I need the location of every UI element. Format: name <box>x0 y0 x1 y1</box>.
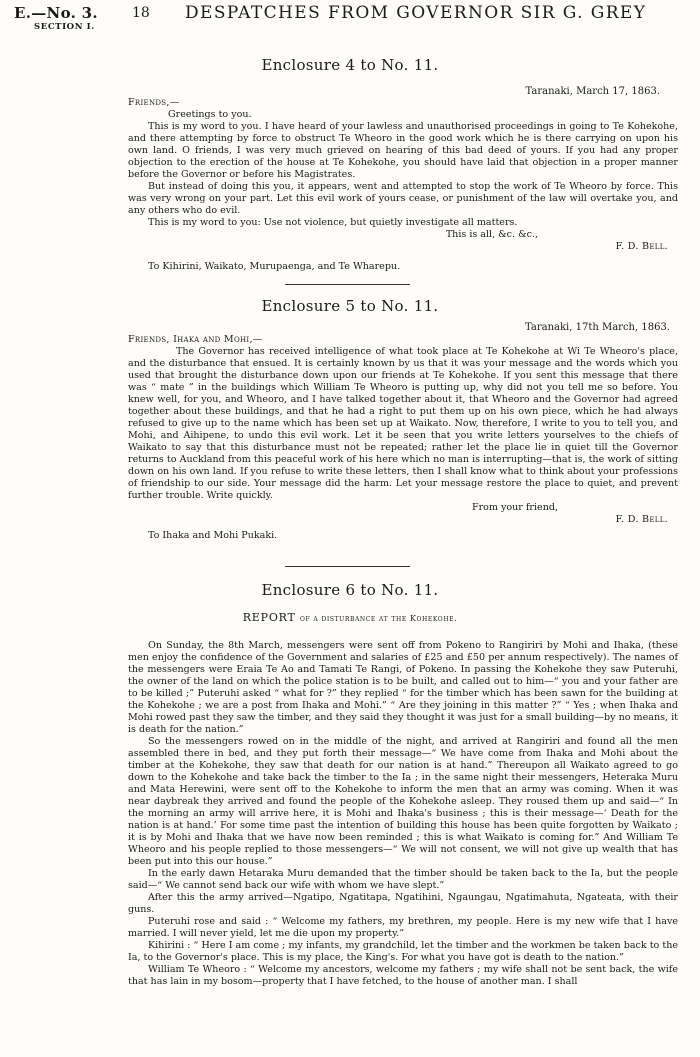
enclosure-4-salutation: Friends,— <box>128 97 180 108</box>
document-reference: E.—No. 3. <box>14 4 98 22</box>
enclosure-4-body <box>128 97 678 273</box>
enclosure-5-dateline: Taranaki, 17th March, 1863. <box>525 322 670 333</box>
enclosure-5-addressee: To Ihaka and Mohi Pukaki. <box>148 530 278 542</box>
enclosure-5-signature: F. D. Bell. <box>615 514 668 526</box>
enclosure-5-closing: From your friend, <box>471 502 558 514</box>
report-heading <box>0 611 700 624</box>
report-paragraph: After this the army arrived—Ngatipo, Ngatitapa, Ngatihini, Ngaungau, Ngatimahuta, Ngateata, with their guns. <box>128 892 678 916</box>
report-paragraph: So the messengers rowed on in the middle of the night, and arrived at Rangiriri and found all the men assembled there in bed, and they put forth their message—“ We have come from Ihaka and Mohi about the timber at the Kohekohe, they saw that death for our nation is at hand.” Thereupon all Waikato agreed to go down to the Kohekohe and take back the timber to the Ia ; in the same night their messengers, Heteraka Muru and Mata Herewini, were sent off to the Kohekohe to inform the men that an army was coming. When it was near daybreak they arrived and found the people of the Kohekohe asleep. They roused them up and said—“ In the morning an army will arrive here, it is Mohi and Ihaka's business ; this is their message—‘ Death for the nation is at hand.’ For some time past the intention of building this house has been quite forgotten by Waikato ; it is by Mohi and Ihaka that we have now been reminded ; this is what Waikato is coming for.” And William Te Wheoro and his people replied to those messengers—“ We will not consent, we will not give up wealth that has been put into this our house.” <box>128 736 678 868</box>
running-title: DESPATCHES FROM GOVERNOR SIR G. GREY <box>185 3 647 23</box>
enclosure-6-body <box>128 640 678 988</box>
enclosure-6-title: Enclosure 6 to No. 11. <box>261 581 439 599</box>
enclosure-4-greeting: Greetings to you. <box>168 109 252 121</box>
enclosure-4-signature: F. D. Bell. <box>615 241 668 253</box>
report-heading-word: REPORT <box>242 611 296 624</box>
report-paragraph: On Sunday, the 8th March, messengers were sent off from Pokeno to Rangiriri by Mohi and Ihaka, (these men enjoy the confidence of the Government and salaries of £25 and £50 per annum respectively). The names of the messengers were Eraia Te Ao and Tamati Te Rangi, of Pokeno. In passing the Kohekohe they saw Puteruhi, the owner of the land on which the police station is to be built, and called out to him—“ you and your father are to be killed ;” Puteruhi asked “ what for ?” they replied “ for the timber which has been sawn for the building at the Kohekohe ; we are a post from Ihaka and Mohi.” “ Are they joining in this matter ?” “ Yes ; when Ihaka and Mohi rowed past they saw the timber, and they said they thought it was just for a small building—by no means, it is death for the nation.” <box>128 640 678 736</box>
report-paragraph: William Te Wheoro : “ Welcome my ancestors, welcome my fathers ; my wife shall not be sent back, the wife that has lain in my bosom—property that I have fetched, to the house of another man. I shall <box>128 964 678 988</box>
report-paragraph: Kihirini : “ Here I am come ; my infants, my grandchild, let the timber and the workmen be taken back to the Ia, to the Governor's place. This is my place, the King's. For what you have got is death to the nation.” <box>128 940 678 964</box>
enclosure-4-paragraph: This is my word to you: Use not violence, but quietly investigate all matters. <box>148 217 518 229</box>
enclosure-4-dateline: Taranaki, March 17, 1863. <box>525 86 660 97</box>
enclosure-4-paragraph: This is my word to you. I have heard of your lawless and unauthorised proceedings in going to Te Kohekohe, and there attempting by force to obstruct Te Wheoro in the good work which he is there carrying on upon his own land. O friends, I was very much grieved on hearing of this bad deed of yours. If you had any proper objection to the erection of the house at Te Kohekohe, you should have laid that objection in a proper manner before the Governor or before his Magistrates. <box>128 121 678 181</box>
section-label: SECTION I. <box>34 22 95 32</box>
page-number: 18 <box>132 5 150 21</box>
enclosure-5-body <box>128 334 678 542</box>
section-divider <box>285 566 410 567</box>
report-paragraph: Puteruhi rose and said : “ Welcome my fathers, my brethren, my people. Here is my new wife that I have married. I will never yield, let me die upon my property.” <box>128 916 678 940</box>
enclosure-4-paragraph: But instead of doing this you, it appears, went and attempted to stop the work of Te Wheoro by force. This was very wrong on your part. Let this evil work of yours cease, or punishment of the law will overtake you, and any others who do evil. <box>128 181 678 217</box>
enclosure-4-addressee: To Kihirini, Waikato, Murupaenga, and Te Wharepu. <box>148 261 401 273</box>
report-paragraph: In the early dawn Hetaraka Muru demanded that the timber should be taken back to the Ia, but the people said—“ We cannot send back our wife with whom we have slept.” <box>128 868 678 892</box>
enclosure-5-title: Enclosure 5 to No. 11. <box>261 297 439 315</box>
enclosure-4-title: Enclosure 4 to No. 11. <box>261 56 439 74</box>
section-divider <box>285 284 410 285</box>
enclosure-4-closing: This is all, &c. &c., <box>445 229 538 241</box>
enclosure-5-salutation: Friends, Ihaka and Mohi,— <box>128 334 263 345</box>
report-heading-subtitle: of a disturbance at the Kohekohe. <box>299 614 458 623</box>
enclosure-5-paragraph: The Governor has received intelligence of what took place at Te Kohekohe at Wi Te Wheoro's place, and the disturbance that ensued. It is certainly known by us that it was your message and the words which you used that brought the disturbance down upon our friends at Te Kohekohe. If you sent this message that there was “ mate ” in the buildings which William Te Wheoro is putting up, why did not you tell me so before. You knew well, for you, and Wheoro, and I have talked together about it, that Wheoro and the Governor had agreed together about these buildings, and that he had a right to put them up on his own piece, which he had always refused to give up to the name which has been set up at Waikato. Now, therefore, I write to you to tell you, and Mohi, and Aihipene, to undo this evil work. Let it be seen that you write letters yourselves to the chiefs of Waikato to say that this disturbance must not be repeated; rather let the place lie in quiet till the Governor returns to Auckland from this peaceful work of his here which no man is interrupting—that is, the work of sitting down on his own land. If you refuse to write these letters, then I shall know what to think about your professions of friendship to our side. Your message did the harm. Let your message restore the place to quiet, and prevent further trouble. Write quickly. <box>128 346 678 502</box>
